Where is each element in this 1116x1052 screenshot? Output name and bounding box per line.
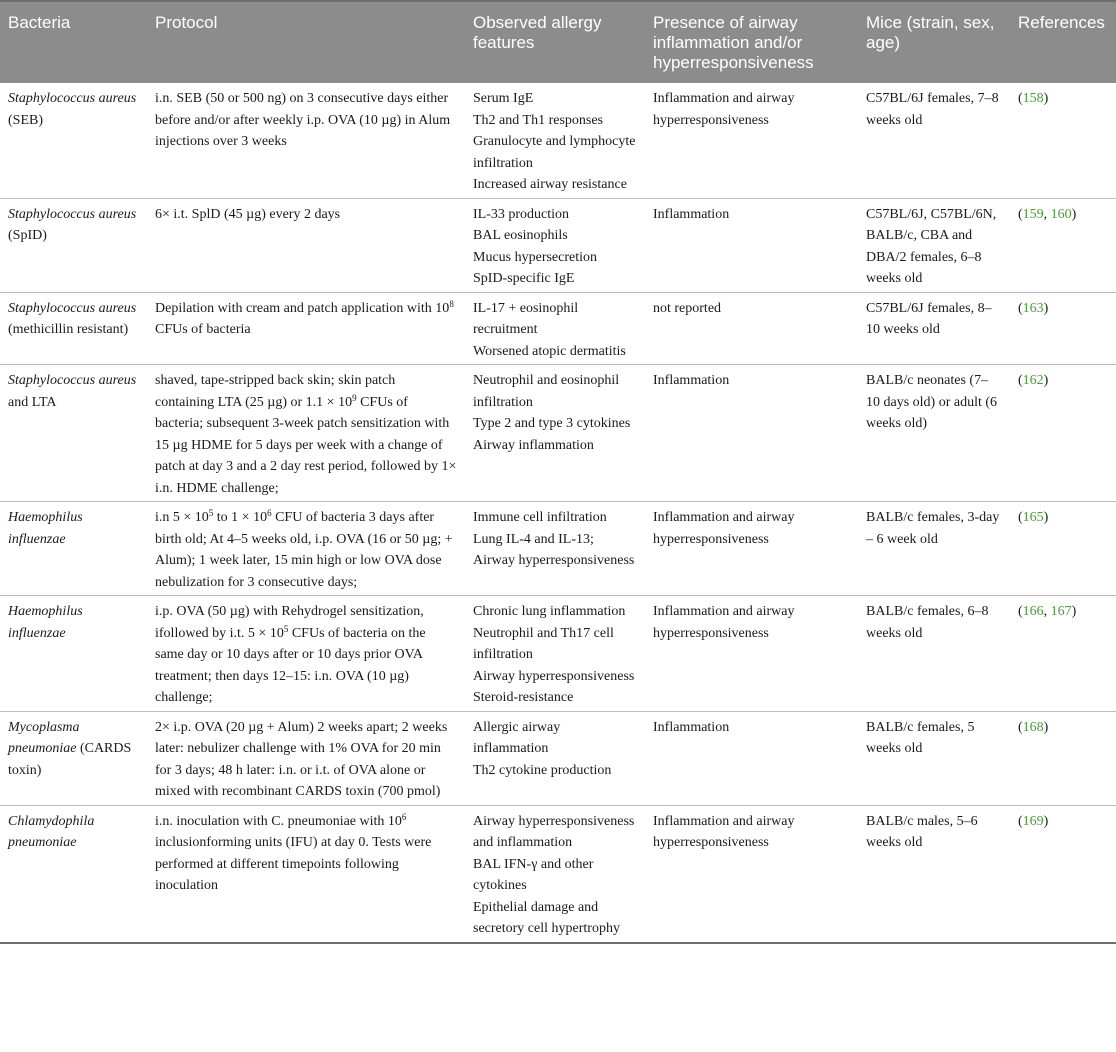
bacteria-note: (methicillin resistant)	[8, 322, 129, 337]
reference-link[interactable]: 158	[1022, 91, 1044, 106]
mice-cell: BALB/c females, 6–8 weeks old	[858, 596, 1010, 712]
bacteria-name: Haemophilus influenzae	[8, 604, 83, 641]
references-cell: (159, 160)	[1010, 198, 1116, 292]
feature-item: Increased airway resistance	[473, 177, 627, 192]
features-cell	[465, 596, 645, 712]
reference-link[interactable]: 159	[1022, 206, 1044, 222]
protocol-cell	[147, 805, 465, 943]
protocol-cell: 6× i.t. SplD (45 µg) every 2 days	[147, 198, 465, 292]
feature-item: Airway hyperresponsiveness	[473, 553, 635, 568]
bacteria-cell	[0, 596, 147, 712]
protocol-text: inclusionforming units (IFU) at day 0. Tests were performed at different timepoints following inoculation	[155, 835, 432, 893]
header-features: Observed allergy features	[465, 1, 645, 83]
feature-item: BAL IFN-γ and other cytokines	[473, 856, 594, 893]
protocol-cell	[147, 292, 465, 365]
protocol-text: to 1 × 10	[213, 510, 268, 525]
bacteria-cell	[0, 365, 147, 502]
feature-item: Mucus hypersecretion	[473, 249, 598, 265]
feature-item: Lung IL-4 and IL-13;	[473, 531, 594, 547]
reference-link[interactable]: 165	[1022, 510, 1044, 525]
mice-cell: BALB/c females, 5 weeks old	[858, 711, 1010, 805]
protocol-cell	[147, 502, 465, 596]
protocol-exponent: 6	[401, 811, 407, 822]
protocol-exponent: 9	[352, 392, 357, 403]
protocol-cell: 2× i.p. OVA (20 µg + Alum) 2 weeks apart; 2 weeks later: nebulizer challenge with 1% OVA for 20 min for 3 days; 48 h later: i.n. or i.t. of OVA alone or mixed with recombinant CARDS toxin (700 pmol)	[147, 711, 465, 805]
header-bacteria: Bacteria	[0, 1, 147, 83]
references-cell: (168)	[1010, 711, 1116, 805]
protocol-text: i.n 5 × 10	[155, 510, 209, 525]
bacteria-cell	[0, 292, 147, 365]
bacteria-cell	[0, 805, 147, 943]
header-inflammation: Presence of airway inflammation and/or hyperresponsiveness	[645, 1, 858, 83]
bacteria-name: Staphylococcus aureus	[8, 91, 137, 106]
references-cell: (158)	[1010, 83, 1116, 198]
reference-link[interactable]: 162	[1022, 373, 1044, 388]
header-references: References	[1010, 1, 1116, 83]
bacteria-cell	[0, 198, 147, 292]
features-cell	[465, 502, 645, 596]
inflammation-cell: not reported	[645, 292, 858, 365]
protocol-text: shaved, tape-stripped back skin; skin patch containing LTA (25 µg) or 1.1 × 10	[155, 373, 396, 410]
table-row	[0, 292, 1116, 365]
mice-cell: BALB/c males, 5–6 weeks old	[858, 805, 1010, 943]
protocol-exponent: 8	[449, 298, 454, 309]
references-cell: (165)	[1010, 502, 1116, 596]
bacteria-cell	[0, 711, 147, 805]
protocol-text: i.n. inoculation with C. pneumoniae with 10	[155, 813, 402, 829]
feature-item: IL-17 + eosinophil recruitment	[473, 300, 579, 337]
table-row	[0, 365, 1116, 502]
feature-item: Type 2 and type 3 cytokines	[473, 416, 631, 431]
bacteria-name: Haemophilus influenzae	[8, 510, 83, 547]
feature-item: BAL eosinophils	[473, 228, 568, 243]
feature-item: Epithelial damage and secretory cell hypertrophy	[473, 899, 620, 936]
references-cell: (169)	[1010, 805, 1116, 943]
inflammation-cell: Inflammation and airway hyperresponsiveness	[645, 83, 858, 198]
feature-item: Serum IgE	[473, 91, 534, 106]
feature-item: Chronic lung inflammation	[473, 604, 626, 619]
inflammation-cell: Inflammation	[645, 365, 858, 502]
protocol-cell	[147, 596, 465, 712]
protocol-exponent: 5	[283, 623, 289, 634]
feature-item: Granulocyte and lymphocyte infiltration	[473, 134, 636, 171]
bacteria-name: Mycoplasma pneumoniae	[8, 719, 80, 756]
feature-item: Th2 and Th1 responses	[473, 112, 603, 128]
reference-link[interactable]: 168	[1022, 719, 1044, 735]
features-cell	[465, 711, 645, 805]
bacteria-cell	[0, 83, 147, 198]
feature-item: Neutrophil and eosinophil infiltration	[473, 373, 620, 410]
inflammation-cell: Inflammation and airway hyperresponsiveness	[645, 805, 858, 943]
bacteria-name: Staphylococcus aureus	[8, 300, 137, 316]
features-cell	[465, 198, 645, 292]
protocol-text: CFUs of bacteria; subsequent 3-week patch sensitization with 15 µg HDME for 5 days per week with a change of patch at day 3 and a 2 day rest period, followed by 1× i.n. HDME challenge;	[155, 394, 457, 496]
table-row	[0, 502, 1116, 596]
inflammation-cell: Inflammation and airway hyperresponsiveness	[645, 502, 858, 596]
reference-link[interactable]: 167	[1050, 604, 1072, 619]
bacteria-name: Staphylococcus aureus	[8, 373, 137, 388]
bacteria-name: Chlamydophila pneumoniae	[8, 813, 95, 850]
features-cell	[465, 805, 645, 943]
references-cell: (162)	[1010, 365, 1116, 502]
table-row	[0, 711, 1116, 805]
inflammation-cell: Inflammation	[645, 711, 858, 805]
feature-item: Worsened atopic dermatitis	[473, 343, 626, 359]
references-cell: (163)	[1010, 292, 1116, 365]
bacteria-note: and LTA	[8, 394, 57, 410]
header-mice: Mice (strain, sex, age)	[858, 1, 1010, 83]
header-protocol: Protocol	[147, 1, 465, 83]
feature-item: IL-33 production	[473, 206, 570, 222]
protocol-cell: i.n. SEB (50 or 500 ng) on 3 consecutive days either before and/or after weekly i.p. OVA (10 µg) in Alum injections over 3 weeks	[147, 83, 465, 198]
feature-item: Airway hyperresponsiveness and inflammation	[473, 813, 635, 850]
table-row	[0, 805, 1116, 943]
features-cell	[465, 292, 645, 365]
bacteria-note: (SEB)	[8, 112, 43, 128]
table-row	[0, 83, 1116, 198]
feature-item: Airway hyperresponsiveness	[473, 668, 635, 684]
protocol-exponent: 6	[267, 508, 272, 518]
bacteria-note: (SpID)	[8, 228, 47, 243]
mice-cell: BALB/c females, 3-day – 6 week old	[858, 502, 1010, 596]
feature-item: Allergic airway inflammation	[473, 719, 561, 756]
reference-link[interactable]: 169	[1022, 813, 1044, 829]
mice-cell: C57BL/6J females, 7–8 weeks old	[858, 83, 1010, 198]
protocol-text: CFUs of bacteria on the same day or 10 days after or 10 days prior OVA treatment; then days 12–15: i.n. OVA (10 µg) challenge;	[155, 625, 426, 705]
protocol-text: i.p. OVA (50 µg) with Rehydrogel sensitization, ifollowed by i.t. 5 × 10	[155, 604, 424, 641]
bacteria-cell	[0, 502, 147, 596]
mice-cell: C57BL/6J females, 8–10 weeks old	[858, 292, 1010, 365]
protocol-text: CFU of bacteria 3 days after birth old; At 4–5 weeks old, i.p. OVA (16 or 50 µg; + Alum); 1 week later, 15 min high or low OVA dose nebulization for 3 consecutive days;	[155, 510, 453, 590]
table-row	[0, 198, 1116, 292]
features-cell	[465, 83, 645, 198]
reference-link[interactable]: 166	[1022, 604, 1044, 619]
feature-item: SpID-specific IgE	[473, 271, 575, 286]
protocol-text: CFUs of bacteria	[155, 322, 251, 337]
table-row	[0, 596, 1116, 712]
header-row	[0, 1, 1116, 83]
bacteria-note: (CARDS toxin)	[8, 741, 132, 778]
mice-cell: C57BL/6J, C57BL/6N, BALB/c, CBA and DBA/2 females, 6–8 weeks old	[858, 198, 1010, 292]
protocol-text: Depilation with cream and patch application with 10	[155, 300, 450, 316]
references-cell: (166, 167)	[1010, 596, 1116, 712]
protocol-exponent: 5	[208, 508, 214, 518]
inflammation-cell: Inflammation	[645, 198, 858, 292]
inflammation-cell: Inflammation and airway hyperresponsiveness	[645, 596, 858, 712]
feature-item: Neutrophil and Th17 cell infiltration	[473, 625, 614, 662]
feature-item: Immune cell infiltration	[473, 510, 607, 525]
features-cell	[465, 365, 645, 502]
mice-cell: BALB/c neonates (7–10 days old) or adult (6 weeks old)	[858, 365, 1010, 502]
bacteria-name: Staphylococcus aureus	[8, 206, 137, 222]
feature-item: Airway inflammation	[473, 437, 594, 453]
feature-item: Steroid-resistance	[473, 690, 574, 705]
feature-item: Th2 cytokine production	[473, 762, 612, 778]
reference-link[interactable]: 160	[1050, 206, 1072, 222]
protocol-cell	[147, 365, 465, 502]
reference-link[interactable]: 163	[1022, 300, 1044, 316]
